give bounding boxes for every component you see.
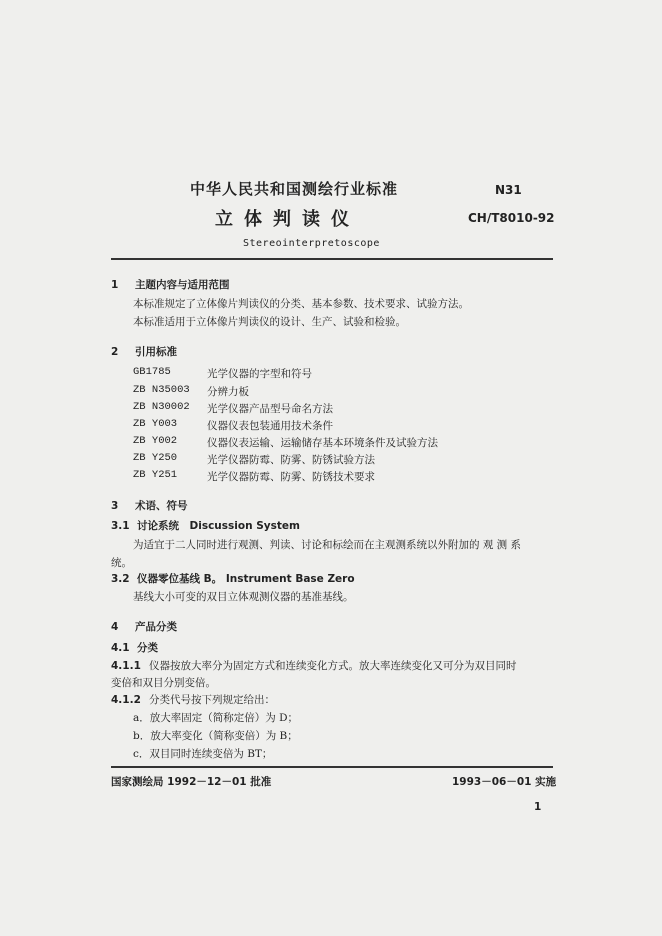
- reference-code: ZB Y251: [133, 469, 178, 481]
- effective-date: 1993－06－01 实施: [452, 776, 557, 788]
- section-number: 4.1.1: [111, 660, 141, 672]
- section-title: 仪器零位基线 B。 Instrument Base Zero: [137, 573, 355, 585]
- section-title: 分类: [137, 642, 158, 654]
- paragraph: 为适宜于二人同时进行观测、判读、讨论和标绘而在主观测系统以外附加的 观 测 系: [133, 539, 522, 551]
- reference-title: 光学仪器防霉、防雾、防锈试验方法: [207, 454, 375, 466]
- section-title: 引用标准: [135, 346, 177, 358]
- standard-organization: 中华人民共和国测绘行业标准: [190, 180, 399, 198]
- section-title: 讨论系统 Discussion System: [137, 520, 300, 532]
- section-4-heading: [111, 619, 177, 634]
- reference-code: ZB Y003: [133, 418, 178, 430]
- section-number: 4: [111, 621, 119, 633]
- standard-number: CH/T8010-92: [468, 211, 555, 225]
- list-item: c．双目同时连续变倍为 BT；: [133, 748, 273, 760]
- classification-code: N31: [495, 183, 522, 197]
- list-item: b．放大率变化（简称变倍）为 B；: [133, 730, 298, 742]
- reference-code: GB1785: [133, 366, 171, 378]
- reference-title: 分辨力板: [207, 386, 249, 398]
- section-number: 3.2: [111, 573, 130, 585]
- paragraph-text: 分类代号按下列规定给出：: [149, 694, 275, 706]
- reference-title: 光学仪器的字型和符号: [207, 368, 312, 380]
- paragraph-4-1-1: [111, 658, 517, 673]
- page-number: 1: [534, 801, 542, 813]
- section-number: 4.1.2: [111, 694, 141, 706]
- paragraph: 统。: [111, 557, 132, 569]
- reference-title: 光学仪器防霉、防雾、防锈技术要求: [207, 471, 375, 483]
- reference-title: 仪器仪表包装通用技术条件: [207, 420, 333, 432]
- reference-code: ZB Y002: [133, 435, 178, 447]
- approval-date: 国家测绘局 1992－12－01 批准: [111, 776, 272, 788]
- section-title: 主题内容与适用范围: [135, 279, 230, 291]
- reference-code: ZB Y250: [133, 452, 178, 464]
- section-1-heading: [111, 277, 230, 292]
- section-number: 3.1: [111, 520, 130, 532]
- section-2-heading: [111, 344, 177, 359]
- subsection-3-1-heading: [111, 518, 300, 533]
- reference-title: 仪器仪表运输、运输储存基本环境条件及试验方法: [207, 437, 438, 449]
- paragraph-4-1-2: [111, 692, 275, 707]
- paragraph: 变倍和双目分别变倍。: [111, 677, 216, 689]
- english-title: Stereointerpretoscope: [243, 238, 380, 249]
- footer-rule: [111, 766, 553, 768]
- paragraph: 本标准适用于立体像片判读仪的设计、生产、试验和检验。: [133, 316, 406, 328]
- section-title: 产品分类: [135, 621, 177, 633]
- list-item: a．放大率固定（简称定倍）为 D；: [133, 712, 299, 724]
- reference-code: ZB N30002: [133, 401, 190, 413]
- reference-code: ZB N35003: [133, 384, 190, 396]
- paragraph-text: 仪器按放大率分为固定方式和连续变化方式。放大率连续变化又可分为双目同时: [149, 660, 517, 672]
- section-number: 3: [111, 500, 119, 512]
- reference-title: 光学仪器产品型号命名方法: [207, 403, 333, 415]
- document-title: 立体判读仪: [215, 209, 360, 230]
- section-3-heading: [111, 498, 188, 513]
- paragraph: 本标准规定了立体像片判读仪的分类、基本参数、技术要求、试验方法。: [133, 298, 469, 310]
- section-title: 术语、符号: [135, 500, 188, 512]
- paragraph: 基线大小可变的双目立体观测仪器的基准基线。: [133, 591, 354, 603]
- header-rule: [111, 258, 553, 260]
- section-number: 2: [111, 346, 119, 358]
- section-number: 1: [111, 279, 119, 291]
- subsection-3-2-heading: [111, 571, 355, 586]
- section-number: 4.1: [111, 642, 130, 654]
- subsection-4-1-heading: [111, 640, 158, 655]
